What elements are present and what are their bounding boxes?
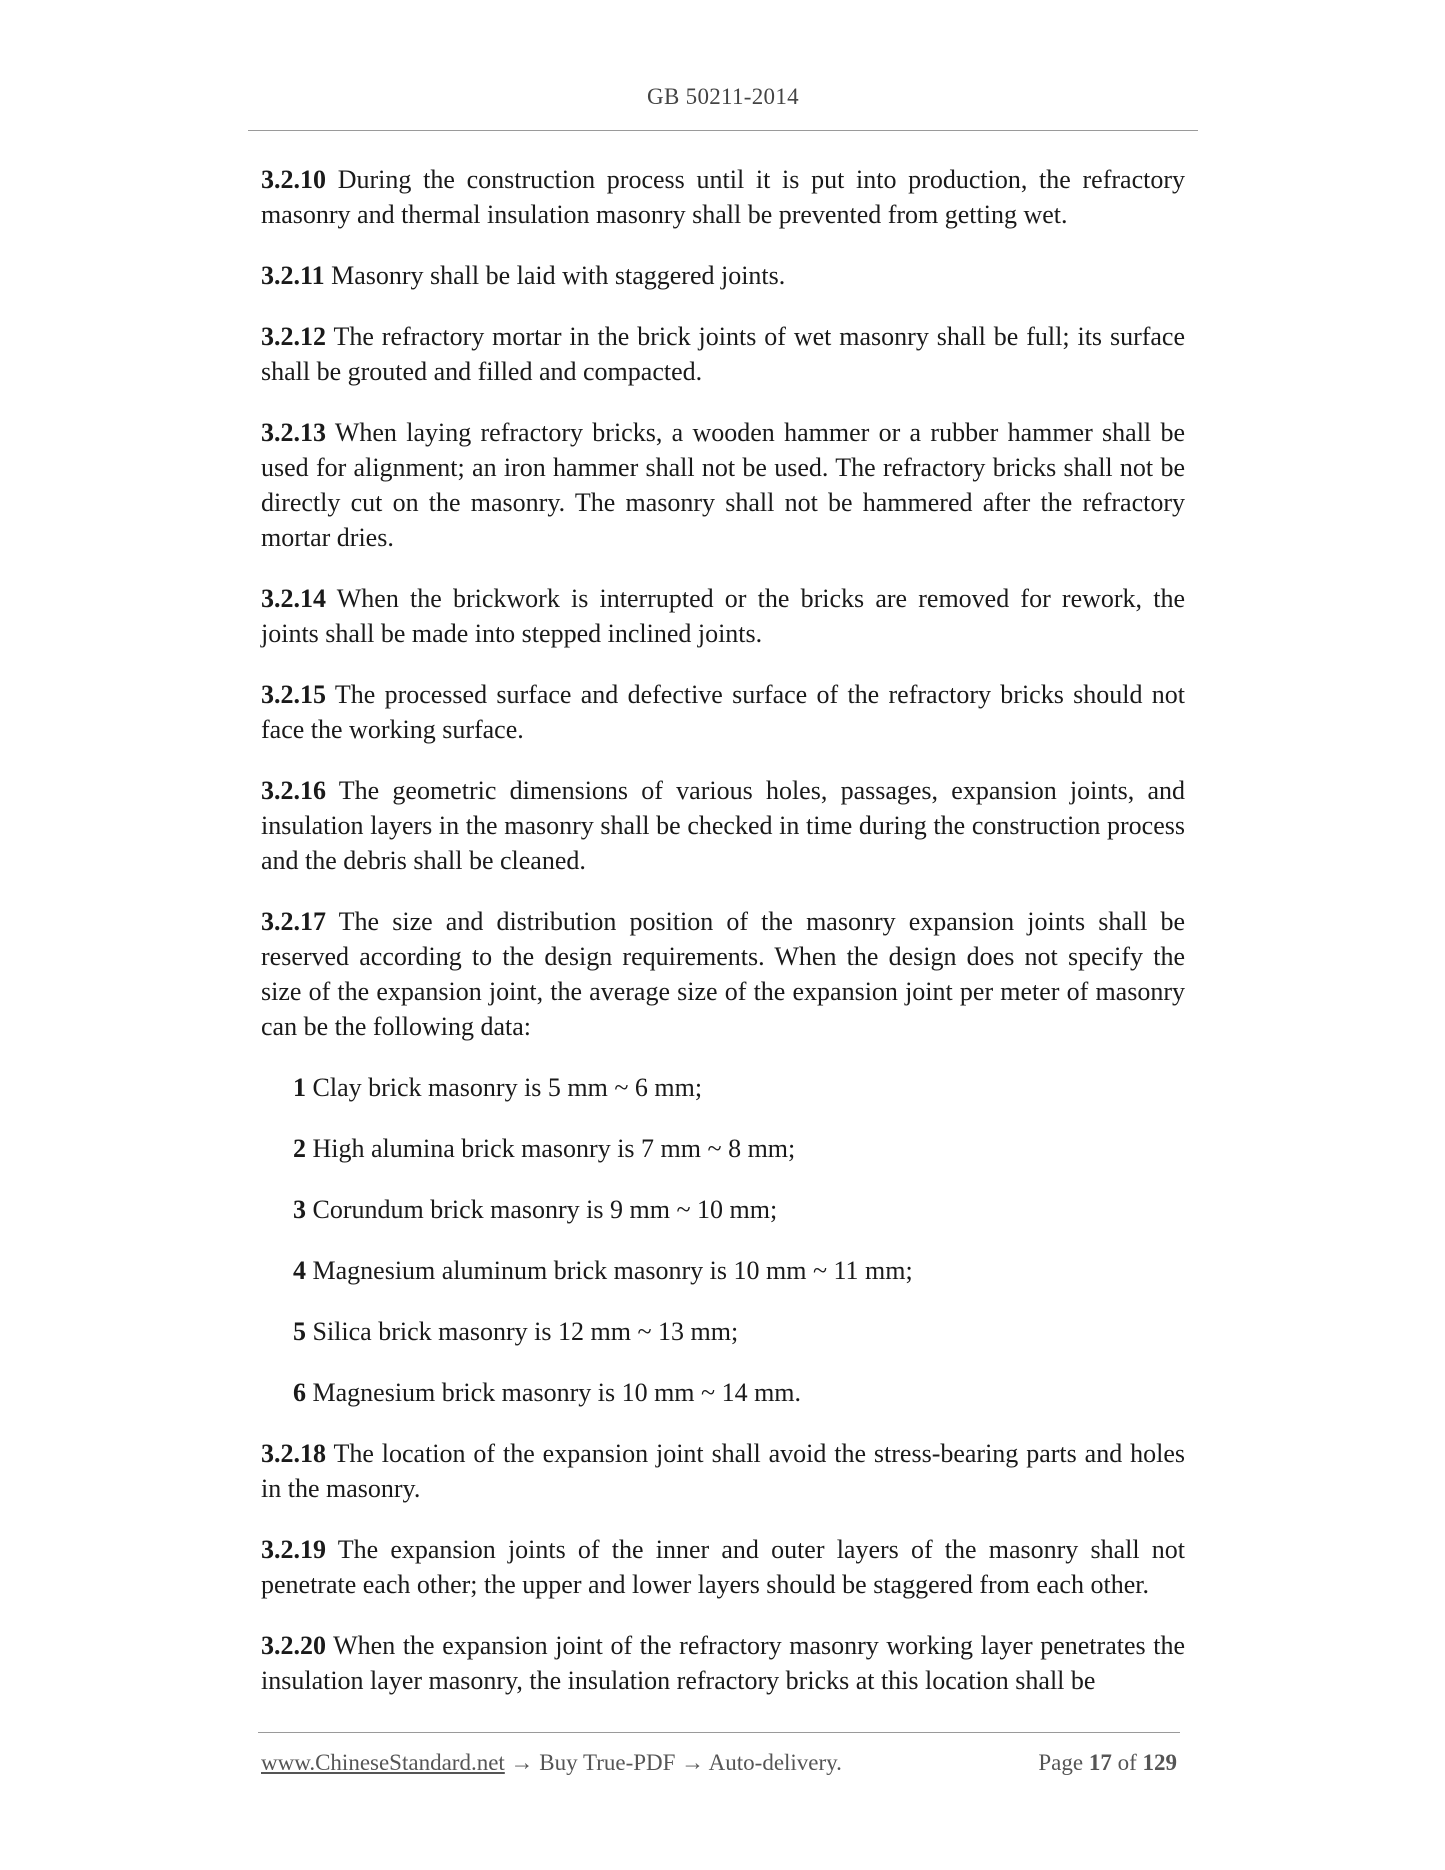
list-item-text: Magnesium brick masonry is 10 mm ~ 14 mm. (312, 1378, 802, 1407)
list-item-number: 2 (293, 1134, 306, 1163)
clause-number: 3.2.12 (261, 322, 326, 351)
list-item-text: High alumina brick masonry is 7 mm ~ 8 mm; (312, 1134, 796, 1163)
clause-number: 3.2.20 (261, 1631, 326, 1660)
list-item-text: Magnesium aluminum brick masonry is 10 mm ~ 11 mm; (312, 1256, 913, 1285)
clause-text: The size and distribution position of the masonry expansion joints shall be reserved according to the design requirements. When the design does not specify the size of the expansion joint, the average size of the expansion joint per meter of masonry can be the following data: (261, 907, 1186, 1041)
document-body (261, 162, 1185, 1724)
clause-text: The refractory mortar in the brick joints of wet masonry shall be full; its surface shall be grouted and filled and compacted. (261, 322, 1186, 386)
clause-3-2-17 (261, 904, 1185, 1044)
clause-3-2-12 (261, 319, 1185, 389)
list-item (293, 1070, 1185, 1105)
list-item (293, 1314, 1185, 1349)
clause-number: 3.2.11 (261, 261, 325, 290)
clause-text: When laying refractory bricks, a wooden hammer or a rubber hammer shall be used for alignment; an iron hammer shall not be used. The refractory bricks shall not be directly cut on the masonry. The masonry shall not be hammered after the refractory mortar dries. (261, 418, 1186, 552)
clause-3-2-11 (261, 258, 1185, 293)
clause-text: The location of the expansion joint shall avoid the stress-bearing parts and holes in the masonry. (261, 1439, 1185, 1503)
clause-number: 3.2.18 (261, 1439, 326, 1468)
clause-3-2-13 (261, 415, 1185, 555)
clause-3-2-20 (261, 1628, 1185, 1698)
list-item-text: Corundum brick masonry is 9 mm ~ 10 mm; (312, 1195, 778, 1224)
clause-text: When the brickwork is interrupted or the bricks are removed for rework, the joints shall be made into stepped inclined joints. (261, 584, 1186, 648)
clause-3-2-18 (261, 1436, 1185, 1506)
clause-number: 3.2.14 (261, 584, 326, 613)
clause-number: 3.2.15 (261, 680, 326, 709)
page-of-label: of (1117, 1750, 1137, 1775)
page-header-title: GB 50211-2014 (647, 84, 799, 109)
footer-promo-text: → Buy True-PDF → Auto-delivery. (504, 1750, 842, 1775)
clause-number: 3.2.10 (261, 165, 326, 194)
clause-number: 3.2.16 (261, 776, 326, 805)
clause-3-2-16 (261, 773, 1185, 878)
clause-number: 3.2.19 (261, 1535, 326, 1564)
clause-text: During the construction process until it is put into production, the refractory masonry and thermal insulation masonry shall be prevented from getting wet. (261, 165, 1185, 229)
list-item-number: 1 (293, 1073, 306, 1102)
list-item (293, 1192, 1185, 1227)
clause-3-2-10 (261, 162, 1185, 232)
clause-number: 3.2.13 (261, 418, 326, 447)
list-item-text: Clay brick masonry is 5 mm ~ 6 mm; (312, 1073, 703, 1102)
list-item-text: Silica brick masonry is 12 mm ~ 13 mm; (312, 1317, 739, 1346)
clause-3-2-14 (261, 581, 1185, 651)
clause-text: When the expansion joint of the refractory masonry working layer penetrates the insulation layer masonry, the insulation refractory bricks at this location shall be (261, 1631, 1185, 1695)
page-label: Page (1038, 1750, 1084, 1775)
page-indicator (1038, 1750, 1177, 1776)
list-item-number: 4 (293, 1256, 306, 1285)
clause-text: The expansion joints of the inner and outer layers of the masonry shall not penetrate each other; the upper and lower layers should be staggered from each other. (261, 1535, 1186, 1599)
header-divider (248, 130, 1198, 131)
list-item (293, 1375, 1185, 1410)
clause-text: Masonry shall be laid with staggered joints. (331, 261, 786, 290)
clause-text: The geometric dimensions of various holes, passages, expansion joints, and insulation layers in the masonry shall be checked in time during the construction process and the debris shall be cleaned. (261, 776, 1185, 875)
clause-number: 3.2.17 (261, 907, 326, 936)
list-item (293, 1131, 1185, 1166)
list-item (293, 1253, 1185, 1288)
page-current: 17 (1088, 1750, 1112, 1775)
list-item-number: 6 (293, 1378, 306, 1407)
list-item-number: 3 (293, 1195, 306, 1224)
page-footer (261, 1750, 1181, 1776)
site-link[interactable]: www.ChineseStandard.net (261, 1750, 505, 1775)
clause-text: The processed surface and defective surface of the refractory bricks should not face the working surface. (261, 680, 1186, 744)
clause-3-2-15 (261, 677, 1185, 747)
list-item-number: 5 (293, 1317, 306, 1346)
page-total: 129 (1142, 1750, 1177, 1775)
clause-3-2-19 (261, 1532, 1185, 1602)
footer-divider (258, 1732, 1180, 1733)
